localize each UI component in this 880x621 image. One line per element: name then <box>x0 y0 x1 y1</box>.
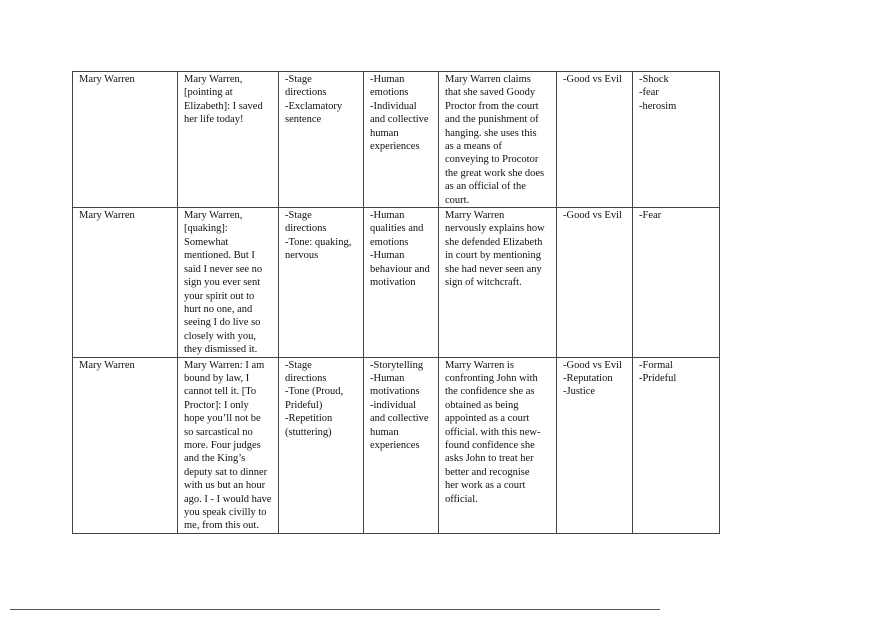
cell-text-line: conveying to Procotor <box>445 154 539 166</box>
cell-text-line: the great work she does <box>445 167 545 179</box>
cell-text-line: Somewhat <box>184 236 229 248</box>
cell-text-line: sentence <box>285 114 322 126</box>
cell-text-line: and collective <box>370 413 429 425</box>
cell-text-line: hurt no one, and <box>184 303 253 315</box>
cell-text-line: with us but an hour <box>184 480 266 492</box>
techniques-cell <box>279 208 364 357</box>
cell-text-line: human <box>370 127 399 139</box>
cell-text-line: found confidence she <box>445 439 535 451</box>
cell-text-line: closely with you, <box>184 330 257 342</box>
cell-text-line: Elizabeth]: I saved <box>184 100 263 112</box>
cell-text-line: -Shock <box>639 74 669 85</box>
concepts-cell <box>364 72 439 208</box>
cell-text-line: hanging. she uses this <box>445 127 537 139</box>
cell-text-line: as a means of <box>445 141 502 153</box>
cell-text-line: -Fear <box>639 210 662 222</box>
cell-text-line: (stuttering) <box>285 426 332 438</box>
cell-text: Mary Warren <box>79 359 135 371</box>
cell-text-line: that she saved Goody <box>445 87 536 99</box>
cell-text: Mary Warren <box>79 74 135 85</box>
cell-text-line: Mary Warren, <box>184 74 243 85</box>
cell-text-line: appointed as a court <box>445 413 530 425</box>
explanation-cell <box>439 208 557 357</box>
emotion-cell <box>633 208 720 357</box>
cell-text-line: experiences <box>370 439 420 451</box>
cell-text-line: Mary Warren: I am <box>184 359 265 371</box>
cell-text-line: -Stage <box>285 359 312 371</box>
cell-text-line: -Human <box>370 74 405 85</box>
cell-text-line: she defended Elizabeth <box>445 236 543 248</box>
cell-text-line: more. Four judges <box>184 439 261 451</box>
quote-cell <box>178 208 279 357</box>
cell-text-line: sign of witchcraft. <box>445 277 522 289</box>
cell-text-line: obtained as being <box>445 399 519 411</box>
quote-cell <box>178 357 279 533</box>
techniques-cell <box>279 357 364 533</box>
cell-text-line: she had never seen any <box>445 263 542 275</box>
cell-text-line: -Justice <box>563 386 596 398</box>
cell-text-line: seeing I do live so <box>184 317 261 329</box>
cell-text-line: -Stage <box>285 210 312 222</box>
cell-text-line: cannot tell it. [To <box>184 386 257 398</box>
cell-text-line: -Repetition <box>285 413 333 425</box>
cell-text-line: her work as a court <box>445 480 526 492</box>
cell-text-line: -Good vs Evil <box>563 359 622 371</box>
cell-text-line: directions <box>285 87 327 99</box>
cell-text-line: the confidence she as <box>445 386 535 398</box>
cell-text-line: Mary Warren claims <box>445 74 531 85</box>
cell-text-line: qualities and <box>370 223 424 235</box>
cell-text-line: Mary Warren, <box>184 210 243 222</box>
cell-text-line: human <box>370 426 399 438</box>
cell-text-line: hope you’ll not be <box>184 413 261 425</box>
cell-text: Mary Warren <box>79 210 135 222</box>
cell-text-line: me, from this out. <box>184 520 259 532</box>
table-row <box>73 72 720 208</box>
emotion-cell <box>633 72 720 208</box>
cell-text-line: said I never see no <box>184 263 263 275</box>
cell-text-line: motivation <box>370 277 416 289</box>
cell-text-line: -Storytelling <box>370 359 424 371</box>
speaker-cell <box>73 357 178 533</box>
speaker-cell <box>73 72 178 208</box>
cell-text-line: emotions <box>370 236 409 248</box>
cell-text-line: -Human <box>370 210 405 222</box>
quote-cell <box>178 72 279 208</box>
cell-text-line: in court by mentioning <box>445 250 541 262</box>
cell-text-line: Proctor]: I only <box>184 399 249 411</box>
cell-text-line: motivations <box>370 386 420 398</box>
cell-text-line: you speak civilly to <box>184 507 267 518</box>
cell-text-line: Marry Warren is <box>445 359 514 371</box>
cell-text-line: behaviour and <box>370 263 430 275</box>
cell-text-line: Marry Warren <box>445 210 505 222</box>
techniques-cell <box>279 72 364 208</box>
cell-text-line: [quaking]: <box>184 223 228 235</box>
cell-text-line: deputy sat to dinner <box>184 466 268 478</box>
cell-text-line: mentioned. But I <box>184 250 255 262</box>
cell-text-line: -Formal <box>639 359 673 371</box>
theme-cell <box>557 357 633 533</box>
concepts-cell <box>364 208 439 357</box>
cell-text-line: official. with this new- <box>445 426 541 438</box>
cell-text-line: so sarcastical no <box>184 426 253 438</box>
cell-text-line: they dismissed it. <box>184 344 258 356</box>
cell-text-line: nervous <box>285 250 319 262</box>
theme-cell <box>557 72 633 208</box>
explanation-cell <box>439 357 557 533</box>
cell-text-line: -individual <box>370 399 417 411</box>
cell-text-line: Proctor from the court <box>445 100 539 112</box>
footer-rule <box>10 609 660 610</box>
cell-text-line: -Tone (Proud, <box>285 386 344 398</box>
cell-text-line: -Tone: quaking, <box>285 236 352 248</box>
table-row <box>73 208 720 357</box>
cell-text-line: experiences <box>370 141 420 153</box>
cell-text-line: [pointing at <box>184 87 233 99</box>
explanation-cell <box>439 72 557 208</box>
cell-text-line: official. <box>445 493 478 505</box>
cell-text-line: your spirit out to <box>184 290 255 302</box>
cell-text-line: as an official of the <box>445 181 526 193</box>
cell-text-line: nervously explains how <box>445 223 545 235</box>
cell-text-line: -Prideful <box>639 372 677 384</box>
cell-text-line: -Good vs Evil <box>563 74 622 85</box>
cell-text-line: asks John to treat her <box>445 453 534 465</box>
cell-text-line: -Exclamatory <box>285 100 343 112</box>
analysis-table <box>72 71 720 534</box>
cell-text-line: -Human <box>370 372 405 384</box>
cell-text-line: confronting John with <box>445 372 538 384</box>
cell-text-line: bound by law, I <box>184 372 250 384</box>
cell-text-line: -fear <box>639 87 659 99</box>
cell-text-line: -Human <box>370 250 405 262</box>
cell-text-line: -Good vs Evil <box>563 210 622 222</box>
cell-text-line: court. <box>445 194 470 206</box>
cell-text-line: -herosim <box>639 100 677 112</box>
cell-text-line: emotions <box>370 87 409 99</box>
cell-text-line: -Reputation <box>563 372 613 384</box>
table-row <box>73 357 720 533</box>
cell-text-line: sign you ever sent <box>184 277 261 289</box>
cell-text-line: directions <box>285 223 327 235</box>
cell-text-line: -Stage <box>285 74 312 85</box>
cell-text-line: and the punishment of <box>445 114 539 126</box>
cell-text-line: Prideful) <box>285 399 323 411</box>
speaker-cell <box>73 208 178 357</box>
cell-text-line: her life today! <box>184 114 244 126</box>
cell-text-line: directions <box>285 372 327 384</box>
emotion-cell <box>633 357 720 533</box>
cell-text-line: -Individual <box>370 100 417 112</box>
cell-text-line: better and recognise <box>445 466 530 478</box>
cell-text-line: and the King’s <box>184 453 246 465</box>
cell-text-line: ago. I - I would have <box>184 493 272 505</box>
concepts-cell <box>364 357 439 533</box>
theme-cell <box>557 208 633 357</box>
cell-text-line: and collective <box>370 114 429 126</box>
